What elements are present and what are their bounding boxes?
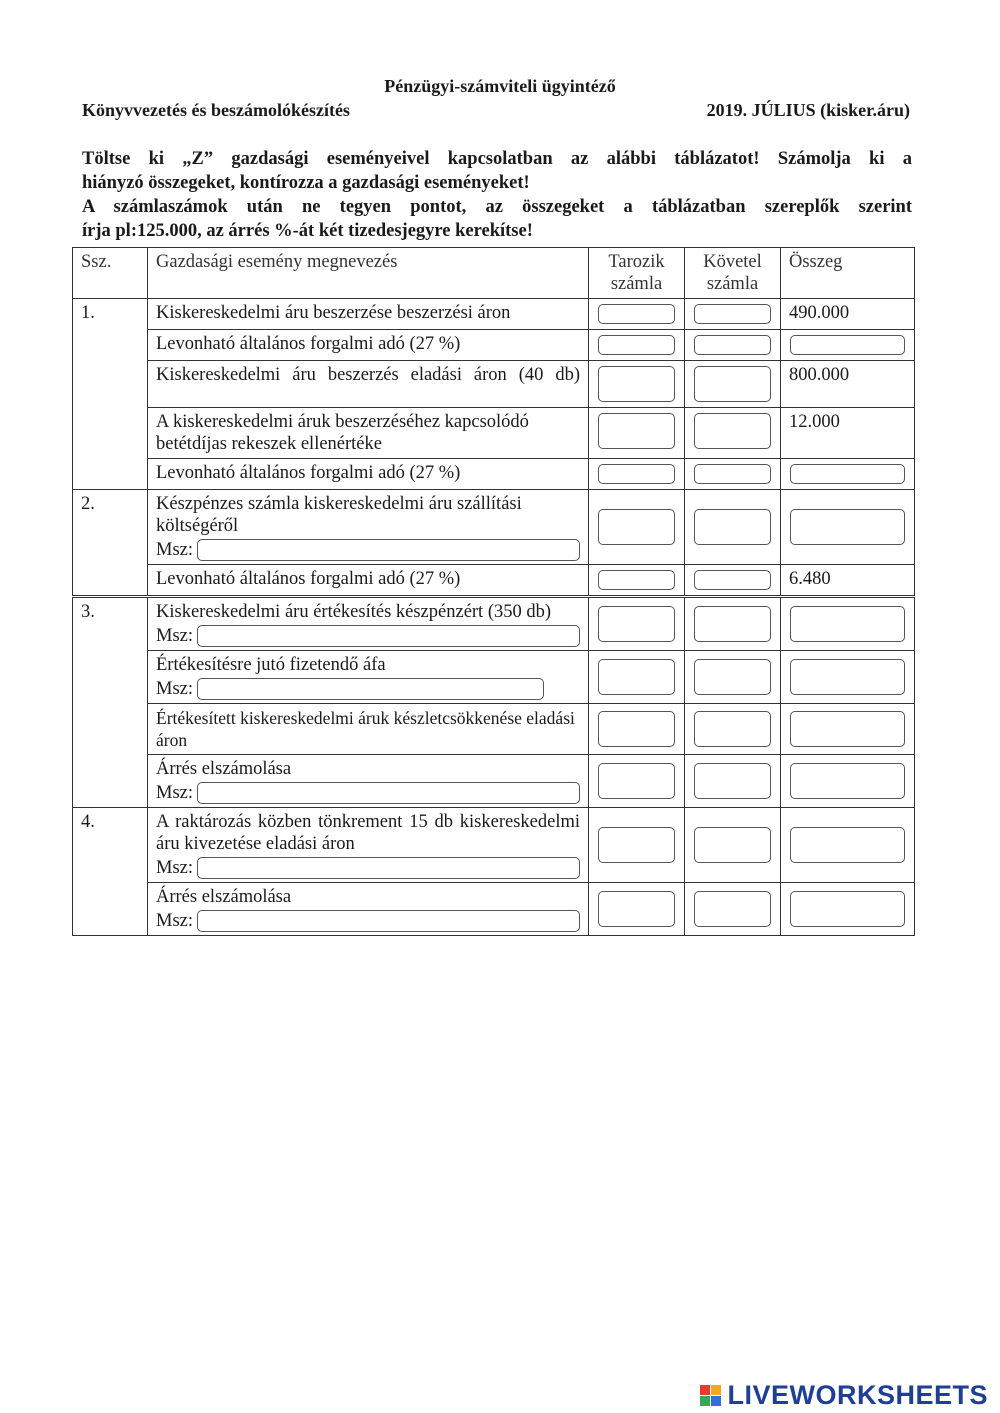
debit-account-input[interactable] [598,891,675,927]
credit-account-input[interactable] [694,413,771,449]
event-description [148,883,589,936]
credit-account-input[interactable] [694,570,771,590]
amount-input[interactable] [790,464,905,484]
accounting-table [72,247,915,936]
credit-account-input[interactable] [694,335,771,355]
credit-account-input[interactable] [694,606,771,642]
table-row [73,299,915,330]
msz-label: Msz: [156,679,193,699]
invoice-number-row [156,625,580,647]
event-description: Kiskereskedelmi áru beszerzése beszerzési áron [148,299,589,330]
event-description: Levonható általános forgalmi adó (27 %) [148,565,589,597]
debit-account-input[interactable] [598,763,675,799]
invoice-number-row [156,910,580,932]
event-description [148,651,589,704]
invoice-number-input[interactable] [197,857,580,879]
event-text: A raktározás közben tönkrement 15 db kiskereskedelmi áru kivezetése eladási áron [156,812,580,854]
debit-account-input[interactable] [598,606,675,642]
header-debit-line2: számla [610,274,663,294]
event-text: Árrés elszámolása [156,759,292,779]
instruction-line: Töltse ki „Z” gazdasági eseményeivel kapcsolatban az alábbi táblázatot! Számolja ki a [82,149,912,169]
credit-account-input[interactable] [694,464,771,484]
msz-label: Msz: [156,858,193,878]
amount-input[interactable] [790,763,905,799]
debit-account-input[interactable] [598,335,675,355]
table-row [73,597,915,651]
table-row [73,361,915,408]
table-row [73,808,915,883]
page-title: Pénzügyi-számviteli ügyintéző [384,76,616,96]
watermark-text: LIVEWORKSHEETS [727,1380,988,1410]
event-text: Árrés elszámolása [156,887,292,907]
logo-square [711,1385,721,1395]
amount-input[interactable] [790,606,905,642]
instruction-line: írja pl:125.000, az árrés %-át két tizedesjegyre kerekítse! [82,220,533,241]
credit-account-input[interactable] [694,659,771,695]
debit-account-input[interactable] [598,827,675,863]
event-description [148,755,589,808]
debit-account-input[interactable] [598,413,675,449]
event-description [148,808,589,883]
header-ssz: Ssz. [73,248,148,299]
debit-account-input[interactable] [598,366,675,402]
event-description: Kiskereskedelmi áru beszerzés eladási áron (40 db) [148,361,589,408]
credit-account-input[interactable] [694,366,771,402]
debit-account-input[interactable] [598,464,675,484]
instruction-line: hiányzó összegeket, kontírozza a gazdasági eseményeket! [82,172,530,193]
credit-account-input[interactable] [694,763,771,799]
msz-label: Msz: [156,540,193,560]
liveworksheets-logo-icon [700,1385,721,1406]
amount-input[interactable] [790,891,905,927]
table-row [73,651,915,704]
invoice-number-input[interactable] [197,539,580,561]
amount-input[interactable] [790,509,905,545]
table-row [73,883,915,936]
debit-account-input[interactable] [598,304,675,324]
header-credit-line1: Követel [703,252,762,272]
credit-account-input[interactable] [694,827,771,863]
invoice-number-input[interactable] [197,625,580,647]
debit-account-input[interactable] [598,711,675,747]
credit-account-input[interactable] [694,891,771,927]
subject-label: Könyvvezetés és beszámolókészítés [82,100,350,120]
logo-square [711,1396,721,1406]
header-amount: Összeg [781,248,915,299]
invoice-number-input[interactable] [197,910,580,932]
credit-account-input[interactable] [694,509,771,545]
table-row [73,755,915,808]
header-event: Gazdasági esemény megnevezés [148,248,589,299]
amount-input[interactable] [790,659,905,695]
invoice-number-input[interactable] [197,678,544,700]
debit-account-input[interactable] [598,570,675,590]
invoice-number-row [156,678,580,700]
event-description: Levonható általános forgalmi adó (27 %) [148,459,589,490]
table-row [73,490,915,565]
logo-square [700,1385,710,1395]
msz-label: Msz: [156,783,193,803]
debit-account-input[interactable] [598,509,675,545]
group-number: 2. [73,490,148,597]
header-credit [685,248,781,299]
event-text: Értékesítésre jutó fizetendő áfa [156,655,386,675]
invoice-number-row [156,539,580,561]
event-description: Értékesített kiskereskedelmi áruk készletcsökkenése eladási áron [148,704,589,755]
debit-account-input[interactable] [598,659,675,695]
amount-input[interactable] [790,711,905,747]
header-debit [589,248,685,299]
credit-account-input[interactable] [694,711,771,747]
event-text: Készpénzes számla kiskereskedelmi áru szállítási költségéről [156,494,522,536]
group-number: 4. [73,808,148,936]
invoice-number-input[interactable] [197,782,580,804]
msz-label: Msz: [156,911,193,931]
table-row [73,704,915,755]
msz-label: Msz: [156,626,193,646]
header-debit-line1: Tarozik [608,252,665,272]
event-description [148,597,589,651]
header-credit-line2: számla [706,274,759,294]
invoice-number-row [156,857,580,879]
table-row [73,459,915,490]
table-row [73,408,915,459]
event-description: Levonható általános forgalmi adó (27 %) [148,330,589,361]
table-row [73,565,915,597]
group-number: 3. [73,597,148,808]
amount-value: 12.000 [781,408,915,459]
event-description: A kiskereskedelmi áruk beszerzéséhez kapcsolódó betétdíjas rekeszek ellenértéke [148,408,589,459]
instruction-block-2 [82,196,912,243]
amount-input[interactable] [790,827,905,863]
event-description [148,490,589,565]
instruction-block-1 [82,148,912,195]
exam-date: 2019. JÚLIUS (kisker.áru) [706,100,910,120]
amount-value: 490.000 [781,299,915,330]
liveworksheets-watermark [700,1380,988,1411]
table-header-row [73,248,915,299]
amount-input[interactable] [790,335,905,355]
amount-value: 800.000 [781,361,915,408]
credit-account-input[interactable] [694,304,771,324]
invoice-number-row [156,782,580,804]
instruction-line: A számlaszámok után ne tegyen pontot, az összegeket a táblázatban szereplők szerint [82,197,912,217]
event-text: Kiskereskedelmi áru értékesítés készpénzért (350 db) [156,602,552,622]
group-number: 1. [73,299,148,490]
amount-value: 6.480 [781,565,915,597]
logo-square [700,1396,710,1406]
table-row [73,330,915,361]
